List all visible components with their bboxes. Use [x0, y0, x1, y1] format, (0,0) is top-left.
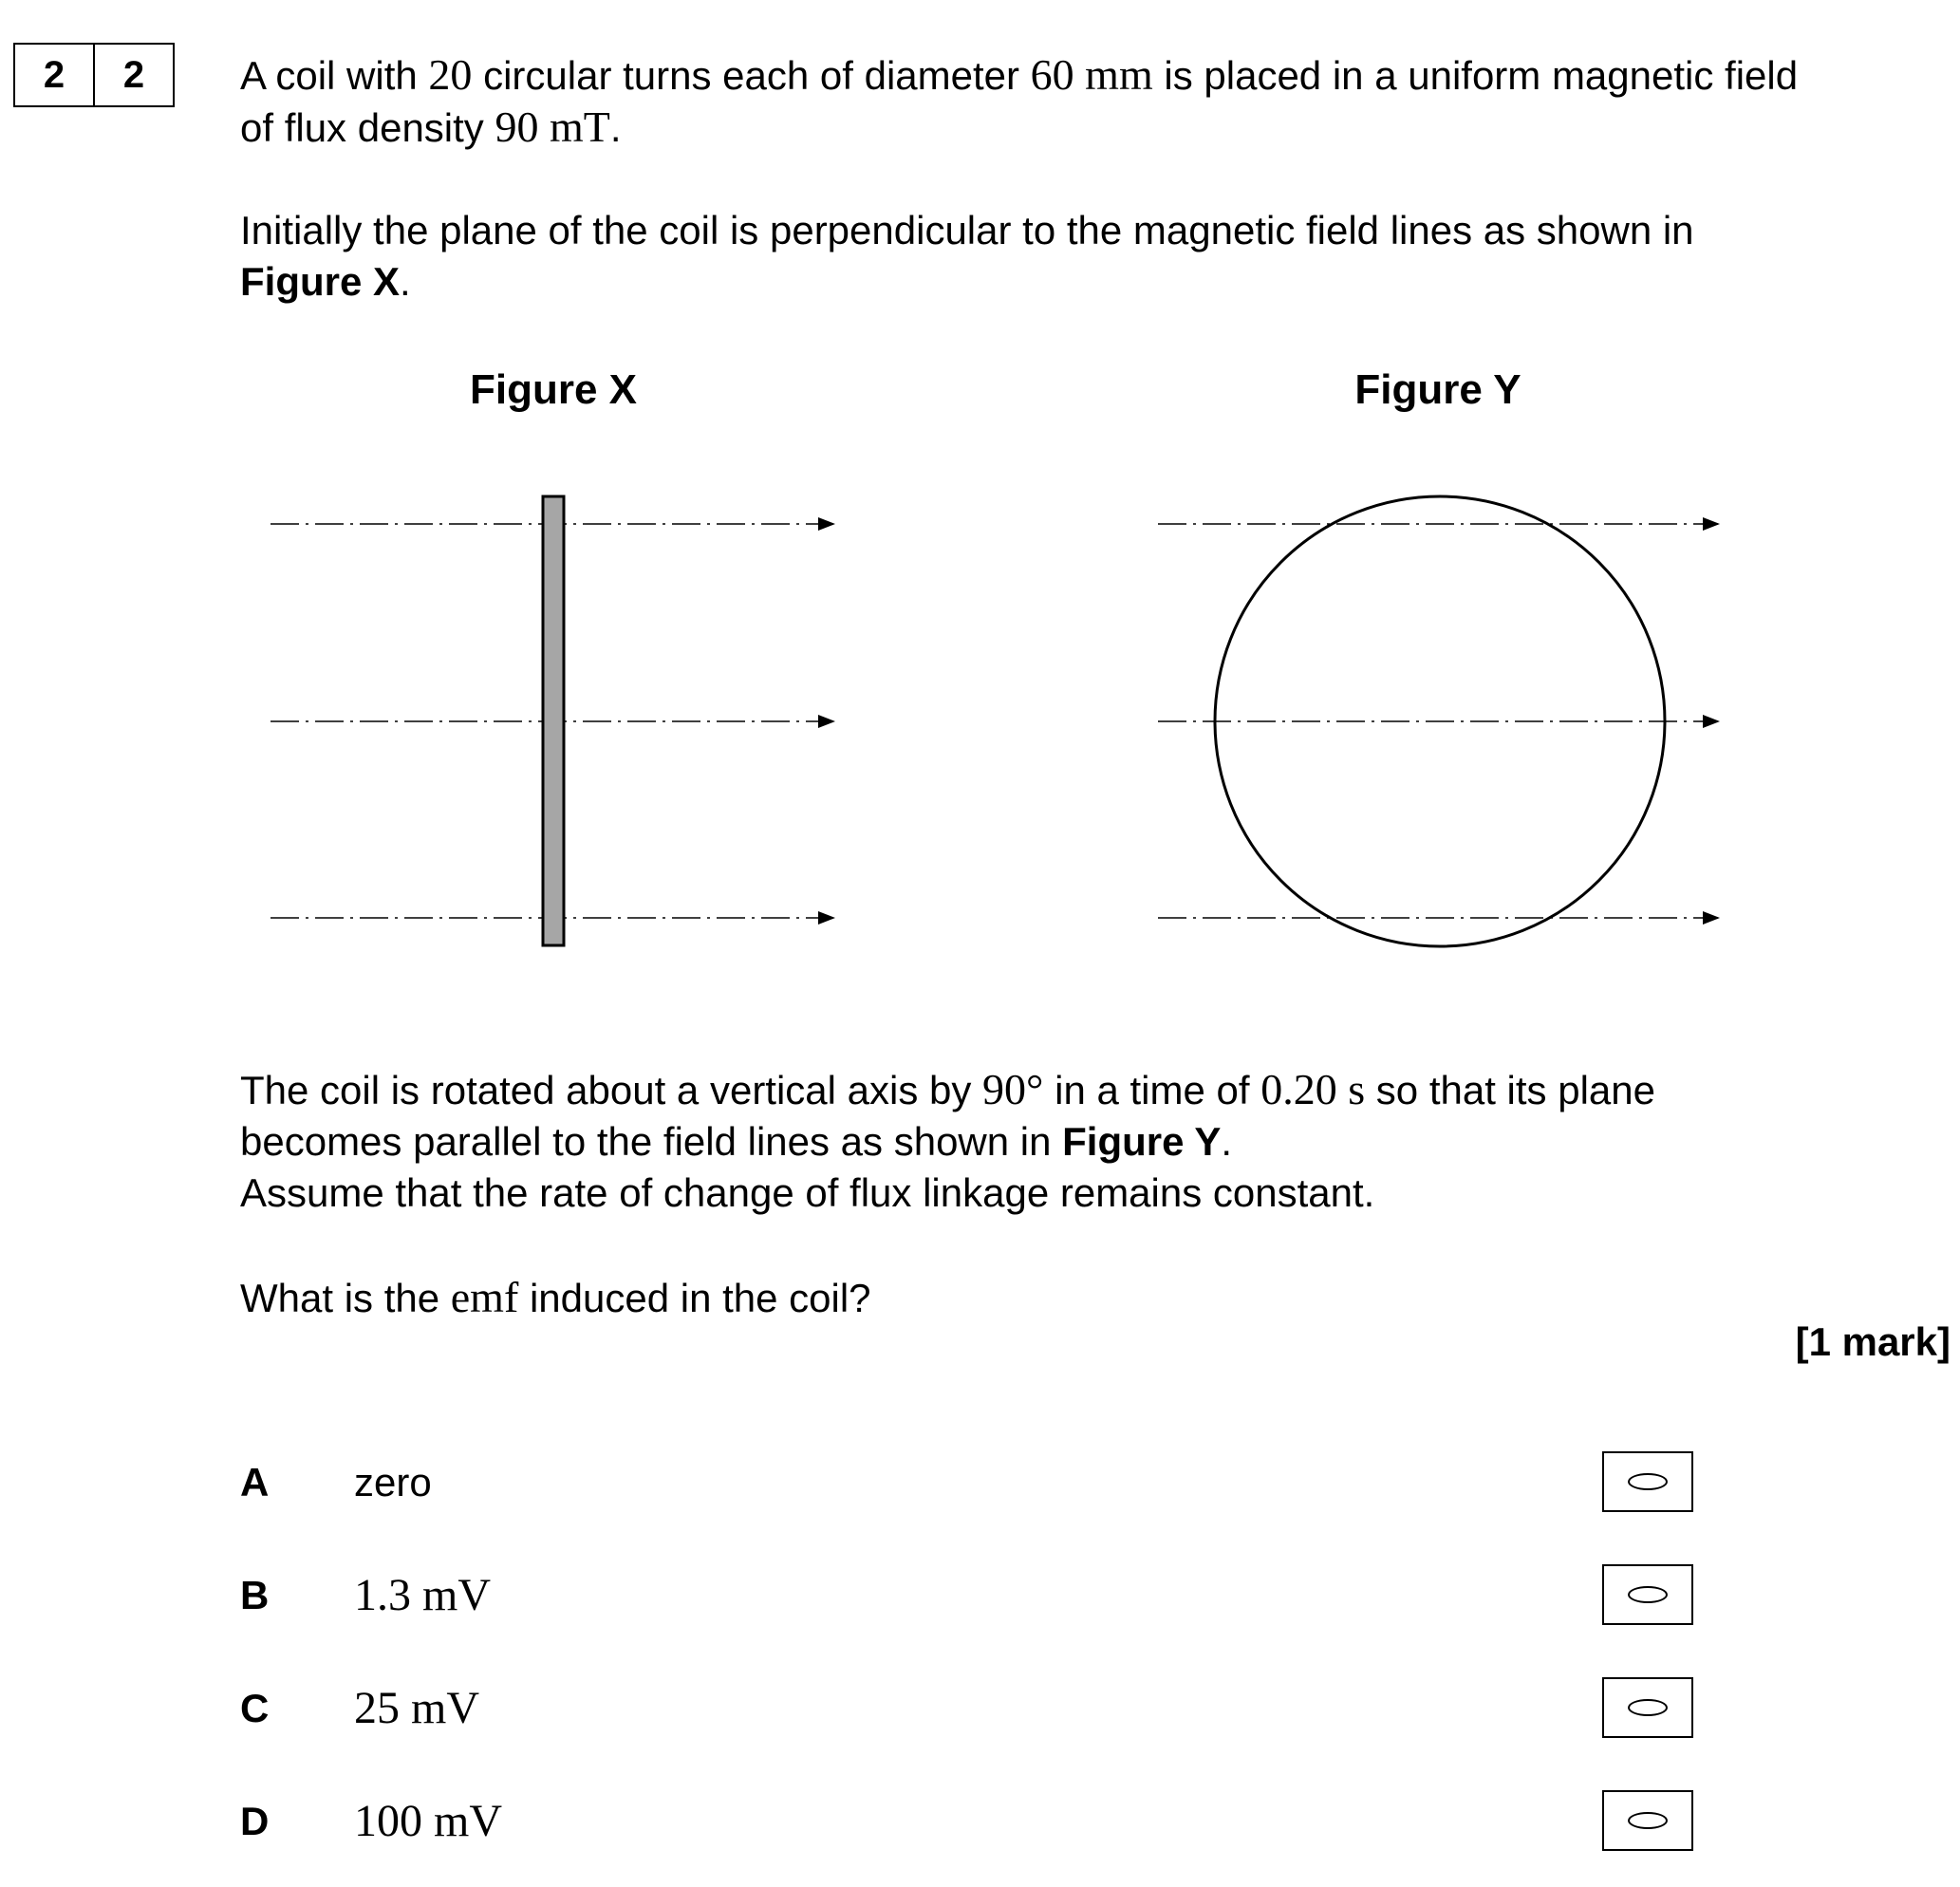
figure-x-title: Figure X: [469, 366, 638, 413]
flux-density-value: 90 mT: [495, 103, 610, 151]
initial-text-line-1: Initially the plane of the coil is perpendicular to the magnetic field lines as shown in: [240, 208, 1694, 252]
initial-text-end: .: [400, 259, 411, 304]
answer-oval[interactable]: [1628, 1812, 1668, 1829]
option-letter: D: [240, 1799, 270, 1843]
intro-text: of flux density: [240, 105, 495, 150]
option-text: 1.3 mV: [354, 1570, 491, 1620]
prompt-text: induced in the coil?: [518, 1276, 871, 1320]
rotation-text-part: becomes parallel to the field lines as shown in: [240, 1119, 1063, 1164]
intro-text: is placed in a uniform magnetic field: [1152, 53, 1799, 98]
option-d-answer-box[interactable]: [1602, 1790, 1693, 1851]
figure-y-title: Figure Y: [1354, 366, 1521, 413]
mark-allocation: [1 mark]: [1795, 1319, 1951, 1364]
prompt-text: What is the: [240, 1276, 451, 1320]
assumption-line: Assume that the rate of change of flux linkage remains constant.: [240, 1170, 1375, 1215]
intro-text: A coil with: [240, 53, 429, 98]
option-text: 100 mV: [354, 1796, 502, 1846]
figure-x-reference: Figure X: [240, 259, 401, 304]
option-b[interactable]: [240, 1566, 1702, 1625]
option-c-answer-box[interactable]: [1602, 1677, 1693, 1738]
rotation-text-part: The coil is rotated about a vertical axis by: [240, 1068, 983, 1112]
rotation-line-1: [240, 1064, 1655, 1116]
rotation-text: [240, 1064, 1655, 1219]
option-letter: C: [240, 1686, 270, 1730]
question-number-digit-2: 2: [93, 45, 173, 105]
option-text: 25 mV: [354, 1683, 479, 1733]
option-a[interactable]: [240, 1453, 1702, 1512]
question-number-digit-1: 2: [43, 53, 65, 96]
rotation-text-part: .: [1221, 1119, 1233, 1164]
option-letter: A: [240, 1460, 270, 1504]
answer-oval[interactable]: [1628, 1699, 1668, 1716]
diameter-value: 60 mm: [1030, 50, 1153, 99]
rotation-line-2: [240, 1116, 1655, 1168]
option-d[interactable]: [240, 1792, 1702, 1851]
option-c[interactable]: [240, 1679, 1702, 1738]
intro-text: circular turns each of diameter: [472, 53, 1031, 98]
time-value: 0.20 s: [1260, 1065, 1366, 1113]
intro-text: .: [609, 105, 622, 150]
coil-edge-on: [543, 496, 564, 945]
angle-value: 90°: [982, 1065, 1044, 1113]
figure-y-reference: Figure Y: [1062, 1119, 1222, 1164]
option-b-answer-box[interactable]: [1602, 1564, 1693, 1625]
option-a-answer-box[interactable]: [1602, 1451, 1693, 1512]
rotation-text-part: so that its plane: [1365, 1068, 1655, 1112]
turns-value: 20: [428, 50, 473, 99]
figure-y-field-lines: [1158, 524, 1718, 918]
option-letter: B: [240, 1573, 270, 1617]
answer-oval[interactable]: [1628, 1473, 1668, 1490]
option-text: zero: [354, 1460, 432, 1504]
emf-term: emf: [450, 1273, 519, 1321]
rotation-text-part: in a time of: [1043, 1068, 1261, 1112]
answer-oval[interactable]: [1628, 1586, 1668, 1603]
question-prompt: [240, 1272, 871, 1324]
